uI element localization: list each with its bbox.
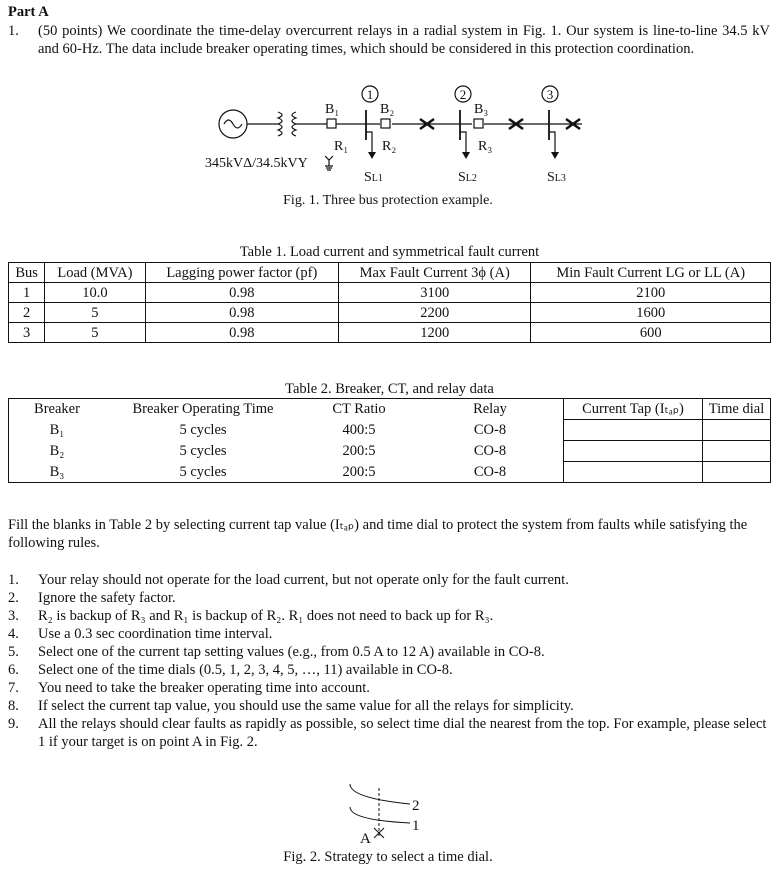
column-header: Max Fault Current 3ϕ (A): [338, 263, 530, 283]
column-header: Bus: [9, 263, 45, 283]
relay-label: R₁: [334, 139, 349, 154]
rule-number: 1.: [8, 572, 19, 588]
bus-label: 1: [366, 87, 374, 102]
cell: CO-8: [473, 422, 507, 438]
column-header: Lagging power factor (pf): [145, 263, 338, 283]
fig2-diagram: [340, 780, 450, 846]
column-header: Load (MVA): [45, 263, 145, 283]
cell: B₃: [49, 463, 65, 480]
load-label: SL1: [364, 170, 383, 185]
list-item: [8, 571, 770, 589]
curve-1: [350, 807, 410, 823]
curve-2: [350, 784, 410, 804]
rule-text: You need to take the breaker operating time into account.: [38, 680, 370, 696]
cell: 0.98: [145, 283, 338, 303]
table2: [8, 398, 771, 483]
bus-label: 3: [546, 87, 554, 102]
cell: CO-8: [473, 443, 507, 459]
rule-number: 4.: [8, 626, 19, 642]
rule-number: 6.: [8, 662, 19, 678]
fig1-diagram: [0, 0, 776, 215]
time-dial-blank[interactable]: [703, 420, 771, 441]
list-item: [8, 715, 770, 751]
rule-text: Select one of the current tap setting values (e.g., from 0.5 A to 12 A) available in CO-8.: [38, 644, 545, 660]
list-item: [8, 589, 770, 607]
cell: 5 cycles: [179, 443, 227, 459]
rule-text: R₂ is backup of R₃ and R₁ is backup of R₂. R₁ does not need to back up for R₃.: [38, 608, 494, 624]
rule-number: 5.: [8, 644, 19, 660]
fig2-caption: Fig. 2. Strategy to select a time dial.: [283, 849, 493, 865]
column-header: Breaker: [34, 401, 80, 418]
table-row: [9, 441, 771, 462]
list-item: [8, 607, 770, 625]
cell: B₂: [49, 443, 65, 459]
cell: 1: [9, 283, 45, 303]
rule-text: Use a 0.3 sec coordination time interval.: [38, 626, 273, 642]
list-item: [8, 643, 770, 661]
curve-label: 2: [412, 798, 420, 814]
column-header: CT Ratio: [332, 401, 386, 418]
breaker-label: B₃: [474, 102, 489, 117]
table-row: [9, 323, 771, 343]
table2-caption: Table 2. Breaker, CT, and relay data: [285, 381, 494, 397]
transformer-label: 345kVΔ/34.5kVY: [205, 156, 308, 171]
cell: 1200: [338, 323, 530, 343]
time-dial-blank[interactable]: [703, 462, 771, 483]
rule-number: 3.: [8, 608, 19, 624]
current-tap-blank[interactable]: [564, 441, 703, 462]
breaker-b3: [474, 119, 483, 128]
cell: 400:5: [342, 422, 376, 438]
breaker-label: B₂: [380, 102, 395, 117]
breaker-label: B₁: [325, 102, 340, 117]
cell: 2100: [531, 283, 771, 303]
cell: 5: [45, 323, 145, 343]
rule-text: Your relay should not operate for the load current, but not operate only for the fault current.: [38, 572, 569, 588]
rule-text: Ignore the safety factor.: [38, 590, 176, 606]
rule-text: Select one of the time dials (0.5, 1, 2, 3, 4, 5, …, 11) available in CO-8.: [38, 662, 453, 678]
table-row: [9, 462, 771, 483]
rule-number: 7.: [8, 680, 19, 696]
cell: 200:5: [342, 463, 376, 480]
column-header: Breaker Operating Time: [132, 401, 274, 418]
point-label: A: [360, 831, 371, 846]
cell: 10.0: [45, 283, 145, 303]
table-row: [9, 420, 771, 441]
current-tap-blank[interactable]: [564, 420, 703, 441]
cell: CO-8: [473, 463, 507, 480]
list-item: [8, 679, 770, 697]
rules-list: [8, 571, 770, 751]
relay-label: R₂: [382, 139, 397, 154]
curve-label: 1: [412, 818, 420, 834]
breaker-b2: [381, 119, 390, 128]
cell: 2: [9, 303, 45, 323]
rule-text: If select the current tap value, you should use the same value for all the relays for simplicity.: [38, 698, 574, 714]
bus-label: 2: [459, 87, 467, 102]
table-header-row: [9, 263, 771, 283]
relay-label: R₃: [478, 139, 493, 154]
table-row: [9, 303, 771, 323]
list-item: [8, 697, 770, 715]
table-row: [9, 283, 771, 303]
column-header: Time dial: [703, 399, 771, 420]
rule-number: 9.: [8, 716, 19, 732]
rule-number: 8.: [8, 698, 19, 714]
question-number: 1.: [8, 23, 19, 39]
cell: 0.98: [145, 303, 338, 323]
fig1-caption: Fig. 1. Three bus protection example.: [283, 193, 493, 208]
list-item: [8, 625, 770, 643]
cell: 2200: [338, 303, 530, 323]
breaker-b1: [327, 119, 336, 128]
cell: 1600: [531, 303, 771, 323]
load-label: SL3: [547, 170, 566, 185]
instructions: Fill the blanks in Table 2 by selecting current tap value (Iₜₐₚ) and time dial to protect the system from faults while satisfying the following rules.: [8, 517, 748, 551]
cell: 0.98: [145, 323, 338, 343]
cell: 600: [531, 323, 771, 343]
cell: 3: [9, 323, 45, 343]
column-header: Min Fault Current LG or LL (A): [531, 263, 771, 283]
table1: [8, 262, 771, 343]
rule-text: All the relays should clear faults as rapidly as possible, so select time dial the nearest from the top. For example, please select 1 if your target is on point A in Fig. 2.: [38, 716, 767, 750]
list-item: [8, 661, 770, 679]
table1-caption: Table 1. Load current and symmetrical fault current: [239, 244, 540, 260]
rule-number: 2.: [8, 590, 19, 606]
load-label: SL2: [458, 170, 477, 185]
cell: B₁: [49, 422, 65, 438]
transformer-icon: [278, 112, 282, 136]
current-tap-blank[interactable]: [564, 462, 703, 483]
cell: 5 cycles: [179, 422, 227, 438]
cell: 5: [45, 303, 145, 323]
part-title: Part A: [8, 4, 49, 20]
table-header-row: [9, 399, 771, 420]
column-header: Current Tap (Iₜₐₚ): [564, 399, 703, 420]
cell: 200:5: [342, 443, 376, 459]
cell: 3100: [338, 283, 530, 303]
cell: 5 cycles: [179, 463, 227, 480]
time-dial-blank[interactable]: [703, 441, 771, 462]
question-text: (50 points) We coordinate the time-delay overcurrent relays in a radial system in Fig. 1. Our system is line-to-line 34.5 kV and 60-Hz. The data include breaker operating times, which should be considered in this protection coordination.: [38, 23, 770, 57]
column-header: Relay: [473, 401, 507, 418]
